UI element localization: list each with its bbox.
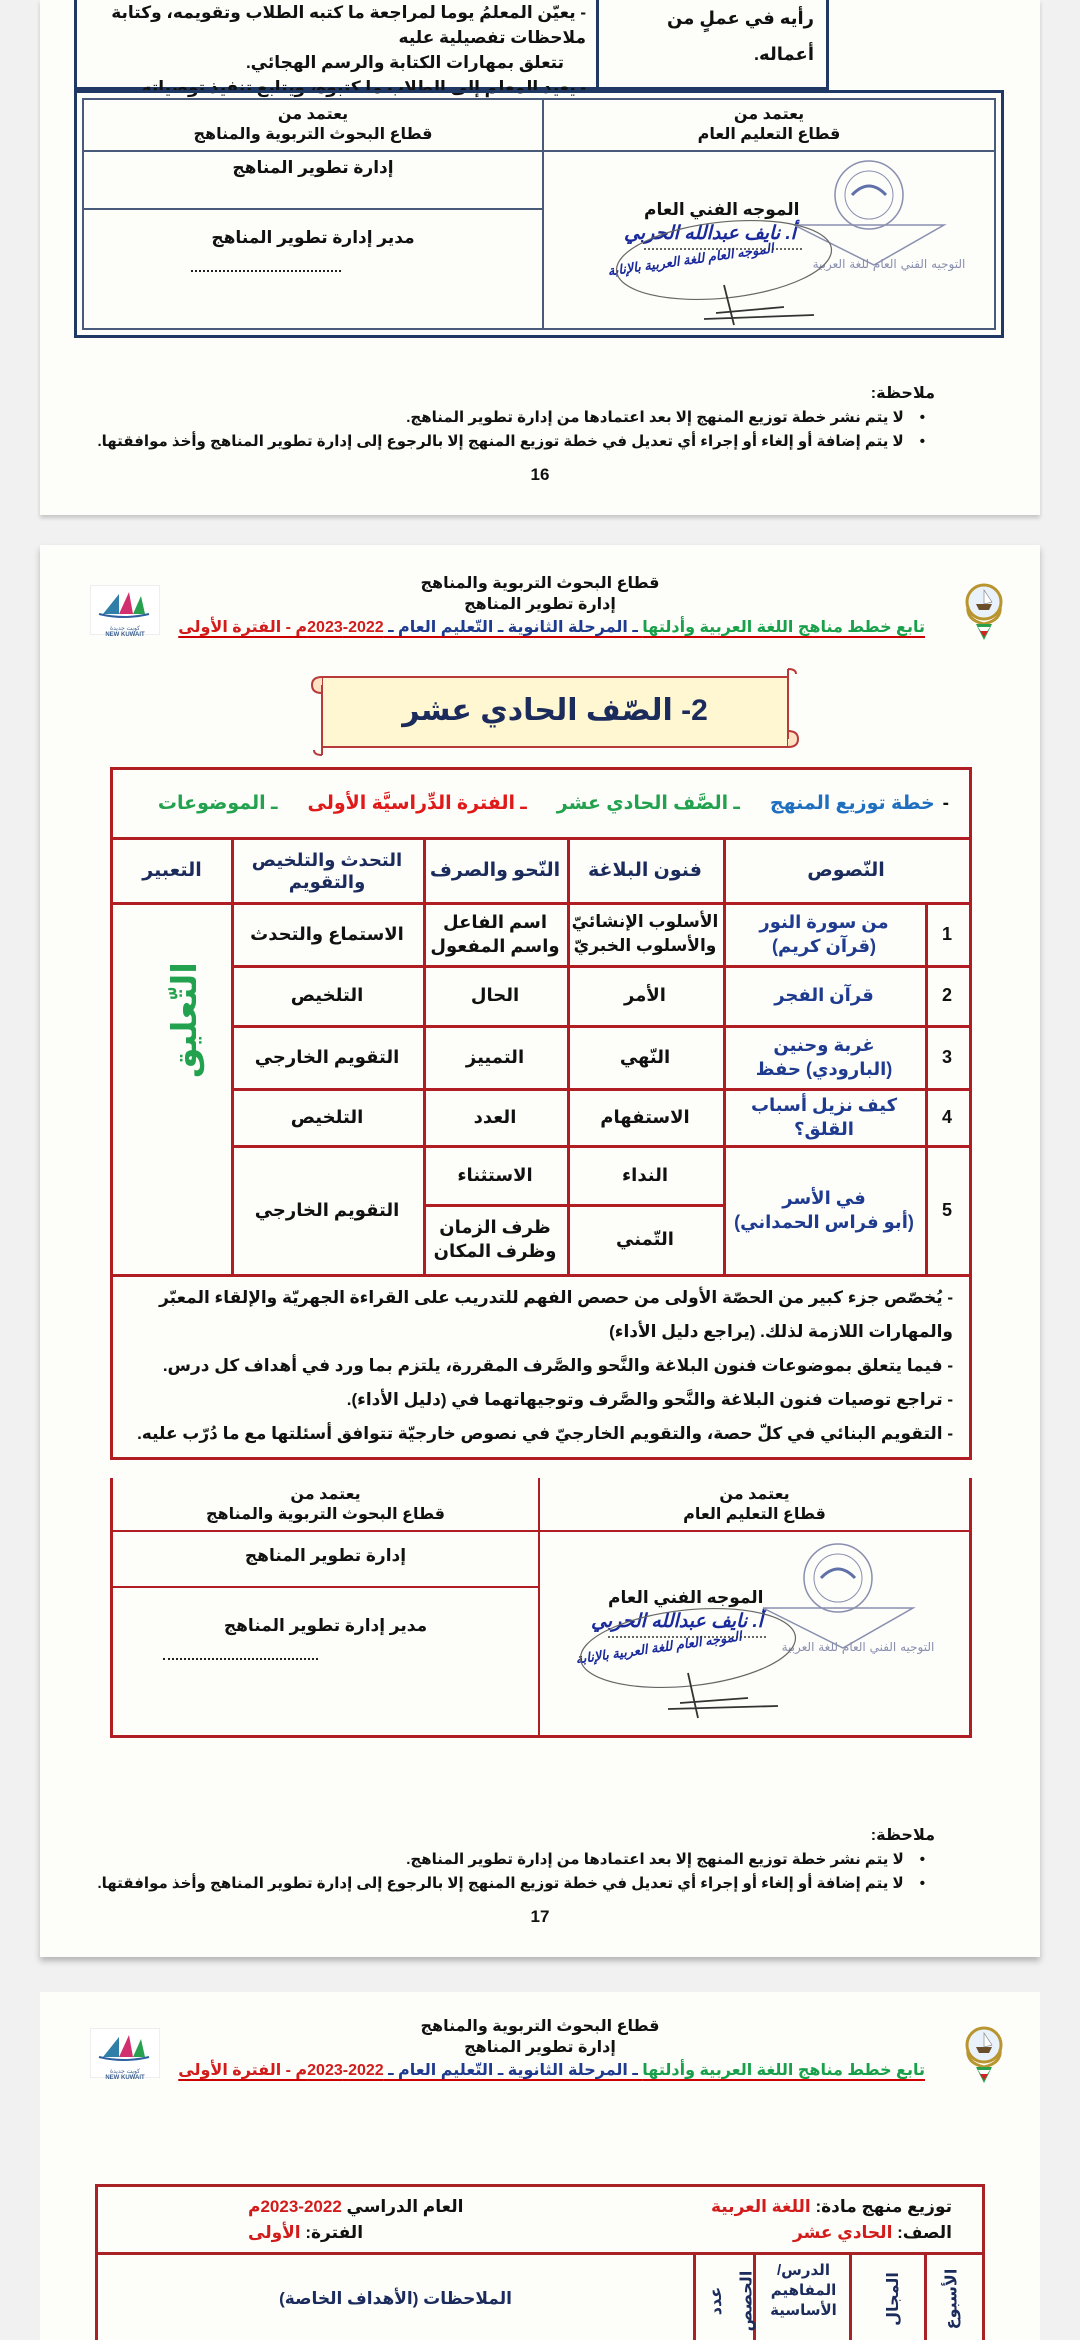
row-rhetoric: الأسلوب الإنشائيّ والأسلوب الخبريّ <box>571 911 719 955</box>
row-speaking: التقويم الخارجي <box>254 1199 400 1220</box>
note-item: • لا يتم إضافة أو إلغاء أو إجراء أي تعديل في خطة توزيع المنهج إلا بالرجوع إلى إدارة تطوير المناهج وأخذ موافقتها. <box>97 1874 925 1892</box>
table-grid <box>113 840 969 1274</box>
kuwait-emblem-icon <box>962 580 1006 642</box>
notes-title: ملاحظة: <box>870 385 935 402</box>
row-speaking: التلخيص <box>290 1106 364 1127</box>
sails-icon <box>89 586 159 620</box>
svg-text:التوجيه الفني العام للغة العرب: التوجيه الفني العام للغة العربية <box>781 1640 935 1654</box>
header-banner: تابع خطط مناهج اللغة العربية وأدلتها ـ المرحلة الثانوية ـ التّعليم العام ـ 2022-2023م - الفترة الأولى <box>178 619 925 636</box>
curriculum-director-label: مدير إدارة تطوير المناهج <box>223 1616 428 1635</box>
row-text: في الأسر (أبو فراس الحمداني) <box>734 1187 914 1232</box>
subject-line: توزيع منهج مادة: اللغة العربية <box>710 2197 952 2216</box>
note-item: • لا يتم نشر خطة توزيع المنهج إلا بعد اعتمادها من إدارة تطوير المناهج. <box>406 408 925 426</box>
table-cell-right: رأيه في عملٍ من أعماله. <box>667 8 814 64</box>
approval-table <box>110 1478 972 1738</box>
grade-title: 2- الصّف الحادي عشر <box>402 694 708 727</box>
notes-title: ملاحظة: <box>870 1827 935 1844</box>
header-sector: قطاع البحوث التربوية والمناهج <box>420 2018 660 2035</box>
cell-line: - يعيد المعلم إلى الطلاب ما كتبوه، ويتابع تنفيذ توصياته. <box>136 78 586 97</box>
row-grammar: الاستثناء <box>457 1164 533 1185</box>
row-text: من سورة النور (قرآن كريم) <box>759 911 889 956</box>
curriculum-department-label: إدارة تطوير المناهج <box>244 1546 407 1565</box>
row-rhetoric: النّهي <box>619 1046 671 1067</box>
guideline-item: والمهارات اللازمة لذلك. (يراجع دليل الأداء) <box>609 1322 953 1341</box>
row-grammar: اسم الفاعل واسم المفعول <box>430 911 560 956</box>
header-speaking: التحدث والتلخيص والتقويم <box>251 850 403 892</box>
header-banner: تابع خطط مناهج اللغة العربية وأدلتها ـ المرحلة الثانوية ـ التّعليم العام ـ 2022-2023م - الفترة الأولى <box>178 2062 925 2079</box>
row-text: قرآن الفجر <box>774 985 874 1005</box>
row-number: 2 <box>942 985 953 1005</box>
period-line: الفترة: الأولى <box>248 2223 364 2242</box>
approval-head-left: يعتمد من قطاع البحوث التربوية والمناهج <box>193 106 433 143</box>
header-department: إدارة تطوير المناهج <box>464 596 616 613</box>
period-label: ـ الفترة الدِّراسيَّة الأولى <box>307 793 527 814</box>
comment-column-label: التّعليق <box>165 962 204 1078</box>
header-grammar: النّحو والصرف <box>429 860 561 881</box>
row-number: 3 <box>942 1046 953 1067</box>
col-lesson: الدرس/ المفاهيم الأساسية <box>753 2255 849 2340</box>
header-sector: قطاع البحوث التربوية والمناهج <box>420 575 660 592</box>
stamp-text: الموجه العام للغة العربية بالإنابة <box>606 240 775 279</box>
new-kuwait-logo: كويت جديدة NEW KUWAIT <box>90 2028 160 2078</box>
plan-label: خطة توزيع المنهج <box>769 793 935 814</box>
stamp-text: الموجه العام للغة العربية بالإنابة <box>574 1628 743 1667</box>
sails-icon <box>89 2029 159 2063</box>
grade-line: الصف: الحادي عشر <box>793 2223 952 2242</box>
signature-scribble-icon <box>568 1603 808 1728</box>
row-grammar: العدد <box>473 1106 517 1127</box>
row-grammar: الحال <box>470 985 520 1005</box>
guideline-item: - تراجع توصيات فنون البلاغة والنَّحو والصَّرف وتوجيهاتهما في (دليل الأداء). <box>346 1390 953 1409</box>
curriculum-director-label: مدير إدارة تطوير المناهج <box>211 228 415 247</box>
row-rhetoric: الاستفهام <box>600 1106 690 1127</box>
row-number: 5 <box>942 1199 953 1220</box>
signature-line <box>191 270 341 272</box>
svg-text:التوجيه الفني العام للغة العرب: التوجيه الفني العام للغة العربية <box>812 257 966 271</box>
table-cell-left <box>77 0 596 100</box>
approval-head-left: يعتمد من قطاع البحوث التربوية والمناهج <box>205 1486 446 1523</box>
guidelines-box <box>113 1274 969 1457</box>
signature-scribble-icon <box>604 215 844 335</box>
approval-head-right: يعتمد من قطاع التعليم العام <box>683 1486 826 1523</box>
grade-title-scroll <box>310 665 800 760</box>
document-page-18 <box>40 1992 1040 2340</box>
col-notes: الملاحظات (الأهداف الخاصة) <box>279 2289 512 2308</box>
supervisor-name: أ. نايف عبدالله الحربي <box>591 1611 763 1632</box>
header-rhetoric: فنون البلاغة <box>588 860 702 881</box>
row-rhetoric: الأمر <box>624 985 666 1005</box>
row-grammar: التمييز <box>465 1046 525 1067</box>
row-text: غربة وحنين (البارودي) حفظ <box>755 1034 893 1079</box>
document-page-16 <box>40 0 1040 515</box>
note-item: • لا يتم نشر خطة توزيع المنهج إلا بعد اعتمادها من إدارة تطوير المناهج. <box>406 1850 925 1868</box>
row-speaking: التقويم الخارجي <box>254 1046 400 1067</box>
header-expression: التعبير <box>142 860 202 881</box>
supervisor-title: الموجه الفني العام <box>608 1588 764 1607</box>
page-number: 16 <box>530 465 550 484</box>
kuwait-emblem-icon <box>962 2023 1006 2085</box>
grade-label: ـ الصَّف الحادي عشر <box>556 793 740 814</box>
curriculum-table <box>110 767 972 1460</box>
document-page-17 <box>40 545 1040 1957</box>
header-texts: النّصوص <box>807 860 885 881</box>
new-kuwait-logo: كويت جديدة NEW KUWAIT <box>90 585 160 635</box>
year-line: العام الدراسي 2022-2023م <box>248 2197 464 2216</box>
supervisor-name: أ. نايف عبدالله الحربي <box>624 223 796 244</box>
cell-line: - يعيّن المعلمُ يوما لمراجعة ما كتبه الطلاب وتقويمه، وكتابة ملاحظات تفصيلية عليه <box>111 3 586 47</box>
signature-line <box>163 1658 318 1660</box>
col-week: الأسبوع <box>924 2255 982 2340</box>
row-grammar: ظرف الزمان وظرف المكان <box>433 1217 557 1261</box>
col-count: عدد الحصص <box>693 2255 753 2340</box>
distribution-table-header <box>98 2187 982 2255</box>
row-number: 4 <box>942 1106 953 1127</box>
topic-bar: - خطة توزيع المنهج ـ الصَّف الحادي عشر ـ الفترة الدِّراسيَّة الأولى ـ الموضوعات <box>113 770 969 840</box>
col-field: المجال <box>849 2255 924 2340</box>
guideline-item: - التقويم البنائي في كلّ حصة، والتقويم الخارجيّ في نصوص خارجيّة تتوافق أسئلتها مع ما دُرّب عليه. <box>137 1424 953 1443</box>
curriculum-department-label: إدارة تطوير المناهج <box>232 158 394 177</box>
row-text: كيف نزيل أسباب القلق؟ <box>750 1094 898 1139</box>
guideline-item: - يُخصّص جزء كبير من الحصّة الأولى من حصص الفهم للتدريب على القراءة الجهريّة والإلقاء المعبّر <box>159 1288 953 1307</box>
header-department: إدارة تطوير المناهج <box>464 2039 616 2056</box>
row-number: 1 <box>942 923 953 944</box>
note-item: • لا يتم إضافة أو إلغاء أو إجراء أي تعديل في خطة توزيع المنهج إلا بالرجوع إلى إدارة تطوير المناهج وأخذ موافقتها. <box>97 432 925 450</box>
topics-label: ـ الموضوعات <box>157 793 278 814</box>
guideline-item: - فيما يتعلق بموضوعات فنون البلاغة والنَّحو والصَّرف المقررة، يلتزم بما ورد في أهداف كل درس. <box>162 1356 953 1375</box>
distribution-table <box>95 2184 985 2340</box>
cell-line: تتعلق بمهارات الكتابة والرسم الهجائي. <box>245 53 564 72</box>
row-rhetoric: النداء <box>621 1164 669 1185</box>
approval-table <box>74 90 1004 338</box>
row-speaking: الاستماع والتحدث <box>250 923 404 944</box>
activities-table-partial <box>74 0 829 97</box>
page-number: 17 <box>530 1907 550 1926</box>
supervisor-title: الموجه الفني العام <box>644 200 800 219</box>
row-speaking: التلخيص <box>290 985 364 1005</box>
row-rhetoric: التّمني <box>616 1229 674 1249</box>
approval-head-right: يعتمد من قطاع التعليم العام <box>697 106 841 143</box>
